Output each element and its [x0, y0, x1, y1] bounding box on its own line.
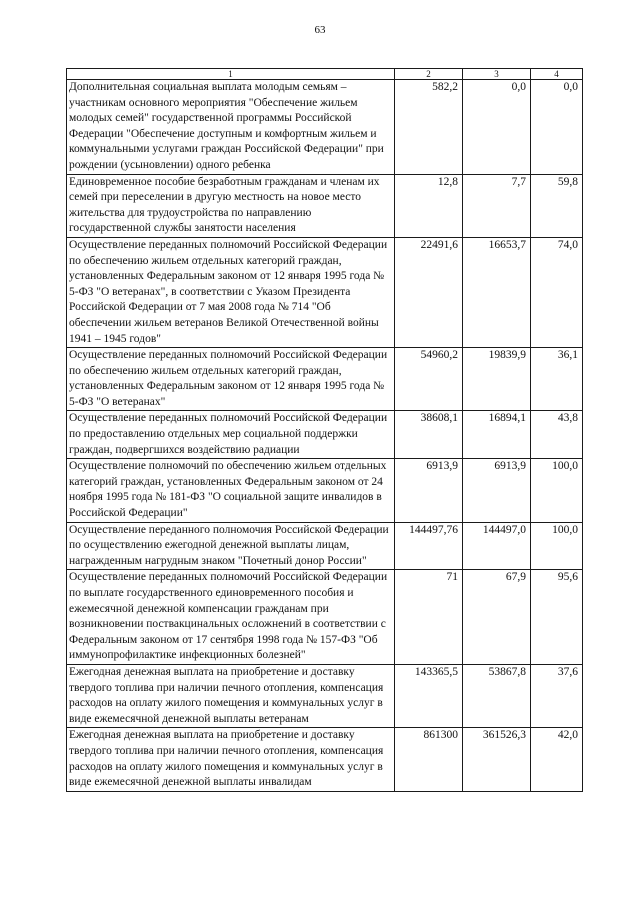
- row-value-col3: 53867,8: [463, 664, 531, 727]
- table-row: [67, 570, 583, 665]
- budget-table-container: [66, 68, 582, 792]
- row-value-col4: 59,8: [531, 174, 583, 237]
- row-value-col2: 861300: [395, 728, 463, 791]
- table-row: [67, 80, 583, 175]
- header-row: [67, 69, 583, 80]
- row-value-col2: 22491,6: [395, 237, 463, 347]
- row-value-col4: 36,1: [531, 348, 583, 411]
- table-row: [67, 522, 583, 570]
- row-value-col2: 6913,9: [395, 459, 463, 522]
- row-value-col4: 95,6: [531, 570, 583, 665]
- row-value-col2: 582,2: [395, 80, 463, 175]
- row-value-col2: 71: [395, 570, 463, 665]
- row-value-col3: 0,0: [463, 80, 531, 175]
- row-label: Осуществление переданных полномочий Российской Федерации по обеспечению жильем отдельных категорий граждан, установленных Федеральным законом от 12 января 1995 года № 5-ФЗ "О ветеранах", в соответствии с Указом Президента Российской Федерации от 7 мая 2008 года № 714 "Об обеспечении жильем ветеранов Великой Отечественной войны 1941 – 1945 годов": [67, 237, 395, 347]
- header-col-3: 3: [463, 69, 531, 80]
- row-label: Осуществление полномочий по обеспечению жильем отдельных категорий граждан, установленных Федеральным законом от 24 ноября 1995 года № 181-ФЗ "О социальной защите инвалидов в Российской Федерации": [67, 459, 395, 522]
- row-label: Единовременное пособие безработным гражданам и членам их семей при переселении в другую местность на новое место жительства для трудоустройства по направлению государственной службы занятости населения: [67, 174, 395, 237]
- row-value-col4: 0,0: [531, 80, 583, 175]
- table-row: [67, 237, 583, 347]
- table-row: [67, 728, 583, 791]
- row-value-col4: 74,0: [531, 237, 583, 347]
- row-label: Ежегодная денежная выплата на приобретение и доставку твердого топлива при наличии печного отопления, компенсация расходов на оплату жилого помещения и коммунальных услуг в виде ежемесячной денежной выплаты инвалидам: [67, 728, 395, 791]
- row-value-col3: 67,9: [463, 570, 531, 665]
- header-col-4: 4: [531, 69, 583, 80]
- table-row: [67, 174, 583, 237]
- row-value-col3: 16894,1: [463, 411, 531, 459]
- row-value-col3: 144497,0: [463, 522, 531, 570]
- row-value-col3: 7,7: [463, 174, 531, 237]
- row-value-col2: 54960,2: [395, 348, 463, 411]
- row-label: Ежегодная денежная выплата на приобретение и доставку твердого топлива при наличии печного отопления, компенсация расходов на оплату жилого помещения и коммунальных услуг в виде ежемесячной денежной выплаты ветеранам: [67, 664, 395, 727]
- row-label: Осуществление переданного полномочия Российской Федерации по осуществлению ежегодной денежной выплаты лицам, награжденным нагрудным знаком "Почетный донор России": [67, 522, 395, 570]
- row-label: Осуществление переданных полномочий Российской Федерации по выплате государственного единовременного пособия и ежемесячной денежной компенсации гражданам при возникновении поствакцинальных осложнений в соответствии с Федеральным законом от 17 сентября 1998 года № 157-ФЗ "Об иммунопрофилактике инфекционных болезней": [67, 570, 395, 665]
- row-label: Дополнительная социальная выплата молодым семьям – участникам основного мероприятия "Обеспечение жильем молодых семей" государственной программы Российской Федерации "Обеспечение доступным и комфортным жильем и коммунальными услугами граждан Российской Федерации" при рождении (усыновлении) одного ребенка: [67, 80, 395, 175]
- table-row: [67, 411, 583, 459]
- page-number: 63: [314, 24, 326, 36]
- row-value-col2: 144497,76: [395, 522, 463, 570]
- row-value-col2: 143365,5: [395, 664, 463, 727]
- row-value-col3: 19839,9: [463, 348, 531, 411]
- row-value-col4: 100,0: [531, 522, 583, 570]
- row-value-col3: 361526,3: [463, 728, 531, 791]
- row-value-col2: 12,8: [395, 174, 463, 237]
- row-value-col2: 38608,1: [395, 411, 463, 459]
- row-value-col3: 16653,7: [463, 237, 531, 347]
- row-value-col4: 100,0: [531, 459, 583, 522]
- row-value-col4: 43,8: [531, 411, 583, 459]
- row-value-col4: 37,6: [531, 664, 583, 727]
- table-row: [67, 348, 583, 411]
- header-col-1: 1: [67, 69, 395, 80]
- row-label: Осуществление переданных полномочий Российской Федерации по предоставлению отдельных мер социальной поддержки граждан, подвергшихся воздействию радиации: [67, 411, 395, 459]
- row-value-col4: 42,0: [531, 728, 583, 791]
- table-row: [67, 664, 583, 727]
- table-row: [67, 459, 583, 522]
- budget-table: [66, 68, 583, 792]
- row-label: Осуществление переданных полномочий Российской Федерации по обеспечению жильем отдельных категорий граждан, установленных Федеральным законом от 12 января 1995 года № 5-ФЗ "О ветеранах": [67, 348, 395, 411]
- row-value-col3: 6913,9: [463, 459, 531, 522]
- header-col-2: 2: [395, 69, 463, 80]
